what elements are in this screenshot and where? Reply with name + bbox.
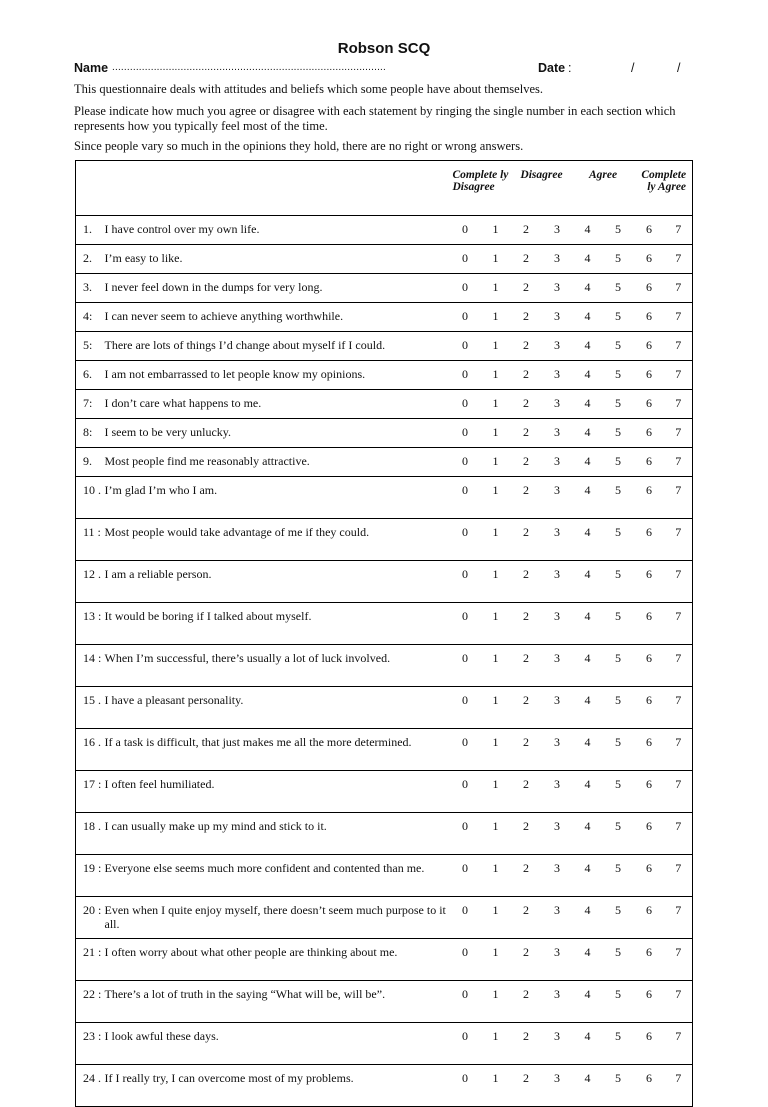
rating-option[interactable]: 7 (665, 645, 693, 687)
rating-option[interactable]: 6 (634, 303, 665, 332)
rating-option[interactable]: 5 (603, 245, 634, 274)
item-number: 18 . (76, 813, 105, 855)
rating-option[interactable]: 3 (542, 729, 573, 771)
rating-option[interactable]: 1 (481, 274, 511, 303)
rating-option[interactable]: 4 (573, 687, 603, 729)
rating-option[interactable]: 5 (603, 771, 634, 813)
rating-option[interactable]: 4 (573, 645, 603, 687)
rating-option[interactable]: 1 (481, 519, 511, 561)
header-disagree: Disagree (511, 161, 573, 216)
rating-option[interactable]: 5 (603, 519, 634, 561)
item-number: 7: (76, 390, 105, 419)
rating-option[interactable]: 7 (665, 519, 693, 561)
rating-option[interactable]: 1 (481, 771, 511, 813)
item-statement: I am a reliable person. (105, 561, 450, 603)
item-statement: I have a pleasant personality. (105, 687, 450, 729)
rating-option[interactable]: 2 (511, 897, 542, 939)
rating-option[interactable]: 3 (542, 519, 573, 561)
rating-option[interactable]: 4 (573, 939, 603, 981)
rating-option[interactable]: 7 (665, 687, 693, 729)
item-statement: I am not embarrassed to let people know my opinions. (105, 361, 450, 390)
rating-option[interactable]: 1 (481, 939, 511, 981)
rating-option[interactable]: 7 (665, 245, 693, 274)
rating-option[interactable]: 1 (481, 1065, 511, 1107)
item-number: 6. (76, 361, 105, 390)
item-statement: There are lots of things I’d change about myself if I could. (105, 332, 450, 361)
rating-option[interactable]: 3 (542, 561, 573, 603)
rating-option[interactable]: 6 (634, 939, 665, 981)
rating-option[interactable]: 4 (573, 361, 603, 390)
table-row (76, 561, 693, 603)
rating-option[interactable]: 5 (603, 813, 634, 855)
rating-option[interactable]: 6 (634, 1023, 665, 1065)
rating-option[interactable]: 3 (542, 1023, 573, 1065)
item-statement: If I really try, I can overcome most of my problems. (105, 1065, 450, 1107)
rating-option[interactable]: 2 (511, 245, 542, 274)
rating-option[interactable]: 7 (665, 216, 693, 245)
rating-option[interactable]: 0 (450, 855, 481, 897)
rating-option[interactable]: 7 (665, 729, 693, 771)
rating-option[interactable]: 3 (542, 603, 573, 645)
table-row (76, 274, 693, 303)
rating-option[interactable]: 7 (665, 897, 693, 939)
rating-option[interactable]: 6 (634, 1065, 665, 1107)
item-statement: I often worry about what other people are thinking about me. (105, 939, 450, 981)
rating-option[interactable]: 4 (573, 519, 603, 561)
item-number: 21 : (76, 939, 105, 981)
rating-option[interactable]: 6 (634, 603, 665, 645)
questionnaire-table (75, 160, 693, 1107)
rating-option[interactable]: 6 (634, 729, 665, 771)
rating-option[interactable]: 2 (511, 332, 542, 361)
rating-option[interactable]: 6 (634, 771, 665, 813)
item-statement: It would be boring if I talked about myself. (105, 603, 450, 645)
item-number: 23 : (76, 1023, 105, 1065)
rating-option[interactable]: 5 (603, 390, 634, 419)
rating-option[interactable]: 0 (450, 274, 481, 303)
rating-option[interactable]: 0 (450, 303, 481, 332)
rating-option[interactable]: 0 (450, 981, 481, 1023)
rating-option[interactable]: 6 (634, 855, 665, 897)
table-row (76, 303, 693, 332)
rating-option[interactable]: 5 (603, 981, 634, 1023)
item-statement: I look awful these days. (105, 1023, 450, 1065)
rating-option[interactable]: 2 (511, 729, 542, 771)
rating-option[interactable]: 4 (573, 561, 603, 603)
rating-option[interactable]: 1 (481, 245, 511, 274)
rating-option[interactable]: 1 (481, 332, 511, 361)
table-row (76, 687, 693, 729)
rating-option[interactable]: 5 (603, 687, 634, 729)
table-row (76, 332, 693, 361)
item-statement: I often feel humiliated. (105, 771, 450, 813)
intro-paragraph: This questionnaire deals with attitudes and beliefs which some people have about themselves. (74, 82, 543, 96)
rating-option[interactable]: 7 (665, 939, 693, 981)
rating-option[interactable]: 4 (573, 216, 603, 245)
rating-option[interactable]: 2 (511, 771, 542, 813)
rating-option[interactable]: 6 (634, 448, 665, 477)
item-number: 2. (76, 245, 105, 274)
rating-option[interactable]: 2 (511, 855, 542, 897)
date-separator: / (631, 61, 635, 75)
header-cell (76, 161, 105, 216)
item-number: 20 : (76, 897, 105, 939)
rating-option[interactable]: 2 (511, 519, 542, 561)
table-row (76, 390, 693, 419)
rating-option[interactable]: 3 (542, 448, 573, 477)
rating-option[interactable]: 5 (603, 332, 634, 361)
rating-option[interactable]: 0 (450, 939, 481, 981)
rating-option[interactable]: 0 (450, 897, 481, 939)
rating-option[interactable]: 7 (665, 477, 693, 519)
rating-option[interactable]: 2 (511, 981, 542, 1023)
table-row (76, 981, 693, 1023)
rating-option[interactable]: 2 (511, 561, 542, 603)
table-row (76, 729, 693, 771)
rating-option[interactable]: 1 (481, 216, 511, 245)
table-row (76, 897, 693, 939)
name-label: Name (74, 61, 109, 75)
rating-option[interactable]: 3 (542, 687, 573, 729)
header-cell (105, 161, 450, 216)
rating-option[interactable]: 1 (481, 477, 511, 519)
rating-option[interactable]: 0 (450, 603, 481, 645)
item-number: 14 : (76, 645, 105, 687)
table-row (76, 361, 693, 390)
item-number: 4: (76, 303, 105, 332)
rating-option[interactable]: 0 (450, 1023, 481, 1065)
rating-option[interactable]: 4 (573, 390, 603, 419)
rating-option[interactable]: 3 (542, 419, 573, 448)
rating-option[interactable]: 5 (603, 419, 634, 448)
rating-option[interactable]: 6 (634, 813, 665, 855)
rating-option[interactable]: 3 (542, 771, 573, 813)
rating-option[interactable]: 4 (573, 855, 603, 897)
item-number: 1. (76, 216, 105, 245)
rating-option[interactable]: 2 (511, 274, 542, 303)
rating-option[interactable]: 4 (573, 448, 603, 477)
rating-option[interactable]: 3 (542, 813, 573, 855)
rating-option[interactable]: 0 (450, 771, 481, 813)
item-number: 13 : (76, 603, 105, 645)
rating-option[interactable]: 7 (665, 274, 693, 303)
rating-option[interactable]: 4 (573, 245, 603, 274)
table-row (76, 855, 693, 897)
rating-option[interactable]: 2 (511, 216, 542, 245)
rating-option[interactable]: 0 (450, 687, 481, 729)
rating-option[interactable]: 7 (665, 361, 693, 390)
item-statement: I seem to be very unlucky. (105, 419, 450, 448)
rating-option[interactable]: 7 (665, 771, 693, 813)
rating-option[interactable]: 0 (450, 645, 481, 687)
item-number: 12 . (76, 561, 105, 603)
rating-option[interactable]: 3 (542, 897, 573, 939)
rating-option[interactable]: 3 (542, 274, 573, 303)
item-statement: I don’t care what happens to me. (105, 390, 450, 419)
rating-option[interactable]: 3 (542, 303, 573, 332)
rating-option[interactable]: 6 (634, 390, 665, 419)
rating-option[interactable]: 4 (573, 419, 603, 448)
rating-option[interactable]: 3 (542, 361, 573, 390)
rating-option[interactable]: 1 (481, 729, 511, 771)
item-statement: If a task is difficult, that just makes me all the more determined. (105, 729, 450, 771)
item-number: 24 . (76, 1065, 105, 1107)
rating-option[interactable]: 7 (665, 332, 693, 361)
rating-option[interactable]: 1 (481, 981, 511, 1023)
rating-option[interactable]: 4 (573, 729, 603, 771)
rating-option[interactable]: 1 (481, 1023, 511, 1065)
rating-option[interactable]: 3 (542, 1065, 573, 1107)
rating-option[interactable]: 4 (573, 981, 603, 1023)
date-colon: : (568, 61, 572, 75)
table-row (76, 245, 693, 274)
table-row (76, 645, 693, 687)
name-field[interactable]: ............................................................................................ (112, 62, 387, 73)
rating-option[interactable]: 0 (450, 561, 481, 603)
rating-option[interactable]: 2 (511, 603, 542, 645)
rating-option[interactable]: 3 (542, 645, 573, 687)
item-number: 15 . (76, 687, 105, 729)
rating-option[interactable]: 1 (481, 361, 511, 390)
rating-option[interactable]: 4 (573, 303, 603, 332)
item-statement: I never feel down in the dumps for very long. (105, 274, 450, 303)
date-label: Date (538, 61, 566, 75)
rating-option[interactable]: 5 (603, 603, 634, 645)
rating-option[interactable]: 5 (603, 561, 634, 603)
table-row (76, 477, 693, 519)
rating-option[interactable]: 5 (603, 897, 634, 939)
item-number: 16 . (76, 729, 105, 771)
rating-option[interactable]: 7 (665, 855, 693, 897)
item-number: 8: (76, 419, 105, 448)
item-number: 3. (76, 274, 105, 303)
rating-option[interactable]: 5 (603, 361, 634, 390)
rating-option[interactable]: 5 (603, 274, 634, 303)
rating-option[interactable]: 6 (634, 519, 665, 561)
header-agree: Agree (573, 161, 634, 216)
rating-option[interactable]: 7 (665, 603, 693, 645)
rating-option[interactable]: 5 (603, 1065, 634, 1107)
rating-option[interactable]: 2 (511, 813, 542, 855)
rating-option[interactable]: 1 (481, 603, 511, 645)
item-number: 5: (76, 332, 105, 361)
rating-option[interactable]: 5 (603, 645, 634, 687)
rating-option[interactable]: 2 (511, 303, 542, 332)
date-separator: / (677, 61, 681, 75)
rating-option[interactable]: 3 (542, 332, 573, 361)
item-statement: There’s a lot of truth in the saying “What will be, will be”. (105, 981, 450, 1023)
rating-option[interactable]: 2 (511, 390, 542, 419)
rating-option[interactable]: 0 (450, 390, 481, 419)
rating-option[interactable]: 5 (603, 855, 634, 897)
rating-option[interactable]: 2 (511, 1065, 542, 1107)
rating-option[interactable]: 1 (481, 813, 511, 855)
rating-option[interactable]: 3 (542, 855, 573, 897)
rating-option[interactable]: 7 (665, 1065, 693, 1107)
rating-option[interactable]: 5 (603, 303, 634, 332)
item-number: 17 : (76, 771, 105, 813)
table-row (76, 1065, 693, 1107)
table-row (76, 813, 693, 855)
rating-option[interactable]: 1 (481, 561, 511, 603)
item-number: 10 . (76, 477, 105, 519)
rating-option[interactable]: 3 (542, 981, 573, 1023)
table-row (76, 419, 693, 448)
table-row (76, 519, 693, 561)
rating-option[interactable]: 0 (450, 361, 481, 390)
rating-option[interactable]: 2 (511, 361, 542, 390)
rating-option[interactable]: 6 (634, 216, 665, 245)
rating-option[interactable]: 4 (573, 771, 603, 813)
rating-option[interactable]: 0 (450, 729, 481, 771)
item-number: 11 : (76, 519, 105, 561)
rating-option[interactable]: 1 (481, 303, 511, 332)
rating-option[interactable]: 0 (450, 216, 481, 245)
rating-option[interactable]: 7 (665, 981, 693, 1023)
rating-option[interactable]: 2 (511, 419, 542, 448)
rating-option[interactable]: 5 (603, 729, 634, 771)
item-statement: Most people find me reasonably attractive. (105, 448, 450, 477)
rating-option[interactable]: 2 (511, 687, 542, 729)
rating-option[interactable]: 4 (573, 603, 603, 645)
rating-option[interactable]: 7 (665, 561, 693, 603)
table-row (76, 603, 693, 645)
header-completely-disagree: Complete ly Disagree (450, 161, 511, 216)
rating-option[interactable]: 0 (450, 245, 481, 274)
item-statement: I can never seem to achieve anything worthwhile. (105, 303, 450, 332)
rating-option[interactable]: 6 (634, 274, 665, 303)
item-statement: I have control over my own life. (105, 216, 450, 245)
rating-option[interactable]: 6 (634, 332, 665, 361)
rating-option[interactable]: 1 (481, 645, 511, 687)
item-statement: I’m easy to like. (105, 245, 450, 274)
rating-option[interactable]: 4 (573, 1023, 603, 1065)
rating-option[interactable]: 3 (542, 939, 573, 981)
item-number: 22 : (76, 981, 105, 1023)
rating-option[interactable]: 5 (603, 477, 634, 519)
rating-option[interactable]: 1 (481, 855, 511, 897)
rating-option[interactable]: 0 (450, 332, 481, 361)
rating-option[interactable]: 3 (542, 390, 573, 419)
rating-option[interactable]: 1 (481, 448, 511, 477)
rating-option[interactable]: 4 (573, 274, 603, 303)
rating-option[interactable]: 0 (450, 419, 481, 448)
rating-option[interactable]: 5 (603, 216, 634, 245)
rating-option[interactable]: 4 (573, 477, 603, 519)
rating-option[interactable]: 4 (573, 332, 603, 361)
rating-option[interactable]: 2 (511, 645, 542, 687)
rating-option[interactable]: 6 (634, 561, 665, 603)
rating-option[interactable]: 7 (665, 813, 693, 855)
rating-option[interactable]: 3 (542, 477, 573, 519)
rating-option[interactable]: 1 (481, 419, 511, 448)
item-statement: Even when I quite enjoy myself, there doesn’t seem much purpose to it all. (105, 897, 450, 939)
rating-option[interactable]: 6 (634, 245, 665, 274)
rating-option[interactable]: 6 (634, 361, 665, 390)
rating-option[interactable]: 2 (511, 939, 542, 981)
rating-option[interactable]: 4 (573, 813, 603, 855)
rating-option[interactable]: 0 (450, 519, 481, 561)
rating-option[interactable]: 6 (634, 645, 665, 687)
table-row (76, 1023, 693, 1065)
page-title: Robson SCQ (337, 40, 431, 57)
rating-option[interactable]: 5 (603, 448, 634, 477)
rating-option[interactable]: 5 (603, 1023, 634, 1065)
rating-option[interactable]: 2 (511, 477, 542, 519)
name-date-row (74, 61, 694, 77)
rating-option[interactable]: 4 (573, 1065, 603, 1107)
table-row (76, 771, 693, 813)
item-statement: Most people would take advantage of me if they could. (105, 519, 450, 561)
rating-option[interactable]: 1 (481, 897, 511, 939)
item-statement: I can usually make up my mind and stick to it. (105, 813, 450, 855)
rating-option[interactable]: 6 (634, 477, 665, 519)
table-row (76, 939, 693, 981)
rating-option[interactable]: 6 (634, 687, 665, 729)
rating-option[interactable]: 6 (634, 897, 665, 939)
rating-option[interactable]: 7 (665, 448, 693, 477)
rating-option[interactable]: 7 (665, 1023, 693, 1065)
item-number: 19 : (76, 855, 105, 897)
rating-option[interactable]: 2 (511, 448, 542, 477)
rating-option[interactable]: 3 (542, 216, 573, 245)
rating-option[interactable]: 5 (603, 939, 634, 981)
rating-option[interactable]: 1 (481, 390, 511, 419)
rating-option[interactable]: 1 (481, 687, 511, 729)
rating-option[interactable]: 0 (450, 1065, 481, 1107)
rating-option[interactable]: 4 (573, 897, 603, 939)
rating-option[interactable]: 3 (542, 245, 573, 274)
instructions-paragraph: Please indicate how much you agree or disagree with each statement by ringing the single number in each section which represents how you typically feel most of the time. (74, 104, 676, 133)
rating-option[interactable]: 7 (665, 419, 693, 448)
item-statement: Everyone else seems much more confident and contented than me. (105, 855, 450, 897)
item-number: 9. (76, 448, 105, 477)
rating-option[interactable]: 7 (665, 303, 693, 332)
header-completely-agree: Complete ly Agree (634, 161, 693, 216)
rating-option[interactable]: 2 (511, 1023, 542, 1065)
item-statement: When I’m successful, there’s usually a lot of luck involved. (105, 645, 450, 687)
table-header-row (76, 161, 693, 216)
table-row (76, 448, 693, 477)
rating-option[interactable]: 0 (450, 477, 481, 519)
item-statement: I’m glad I’m who I am. (105, 477, 450, 519)
rating-option[interactable]: 6 (634, 981, 665, 1023)
rating-option[interactable]: 0 (450, 448, 481, 477)
rating-option[interactable]: 7 (665, 390, 693, 419)
note-paragraph: Since people vary so much in the opinions they hold, there are no right or wrong answers. (74, 139, 524, 153)
rating-option[interactable]: 0 (450, 813, 481, 855)
table-row (76, 216, 693, 245)
rating-option[interactable]: 6 (634, 419, 665, 448)
